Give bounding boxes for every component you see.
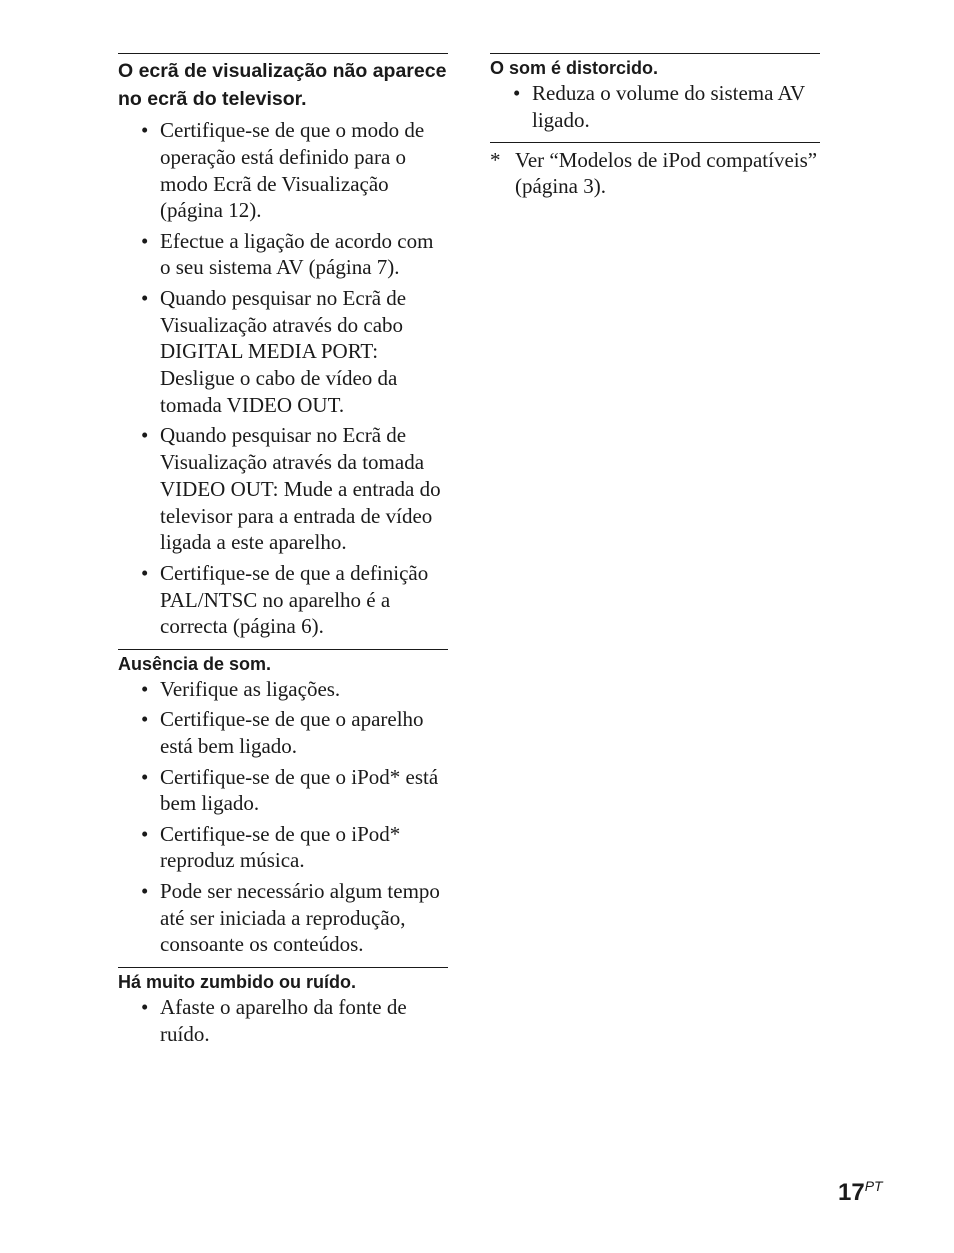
item-text: Reduza o volume do sistema AV ligado. [532,81,805,132]
bullet: • [141,677,149,702]
section-heading-noise: Há muito zumbido ou ruído. [118,972,356,993]
bullet: • [141,995,149,1020]
footnote [490,147,820,201]
bullet: • [141,707,149,732]
item-text: Verifique as ligações. [160,677,341,702]
list-item [490,80,820,134]
section-rule [490,142,820,143]
noise-list [118,994,448,1048]
list-item [118,560,448,640]
item-text: Quando pesquisar no Ecrã de Visualização através da tomada VIDEO OUT: Mude a entrada do televisor para a entrada de vídeo ligada a este aparelho. [160,423,441,555]
page-number [838,1178,883,1207]
list-item [118,117,448,224]
item-text: Certifique-se de que o iPod* está bem ligado. [160,764,439,816]
page-language-suffix: PT [864,1178,883,1194]
bullet: • [141,821,149,846]
list-item [118,878,448,958]
section-rule [490,53,820,54]
bullet: • [141,764,149,789]
list-item [118,821,448,875]
list-item [118,994,448,1048]
no-display-list [118,117,448,640]
bullet: • [141,228,149,253]
right-column [490,53,820,200]
page-number-value: 17 [838,1179,865,1206]
footnote-marker: * [490,147,501,172]
item-text: Pode ser necessário algum tempo até ser iniciada a reprodução, consoante os conteúdos. [160,878,440,957]
list-item [118,706,448,760]
bullet: • [141,878,149,903]
item-text: Afaste o aparelho da fonte de ruído. [160,995,407,1046]
item-text: Certifique-se de que o iPod* reproduz música. [160,821,401,873]
section-rule [118,53,448,54]
list-item [118,676,448,703]
bullet: • [141,560,149,585]
list-item [118,228,448,282]
section-heading-distorted: O som é distorcido. [490,58,659,78]
section-rule [118,967,448,968]
section-heading-no-sound: Ausência de som. [118,654,272,675]
item-text: Certifique-se de que a definição PAL/NTSC no aparelho é a correcta (página 6). [160,560,429,639]
item-text: Certifique-se de que o aparelho está bem ligado. [160,707,424,759]
left-column [118,53,448,1057]
item-text: Certifique-se de que o modo de operação está definido para o modo Ecrã de Visualização (página 12). [160,118,425,223]
item-text: Efectue a ligação de acordo com o seu sistema AV (página 7). [160,228,434,280]
list-item [118,422,448,556]
item-text: Quando pesquisar no Ecrã de Visualização através do cabo DIGITAL MEDIA PORT: Desligue o cabo de vídeo da tomada VIDEO OUT. [160,285,407,417]
footnote-text: Ver “Modelos de iPod compatíveis” (página 3). [515,147,818,199]
no-sound-list [118,676,448,958]
list-item [118,764,448,818]
section-rule [118,649,448,650]
bullet: • [513,81,521,105]
section-heading-no-display: O ecrã de visualização não aparece no ecrã do televisor. [118,60,447,110]
bullet: • [141,423,149,448]
distorted-list [490,80,820,134]
bullet: • [141,118,149,142]
bullet: • [141,285,149,310]
list-item [118,285,448,419]
